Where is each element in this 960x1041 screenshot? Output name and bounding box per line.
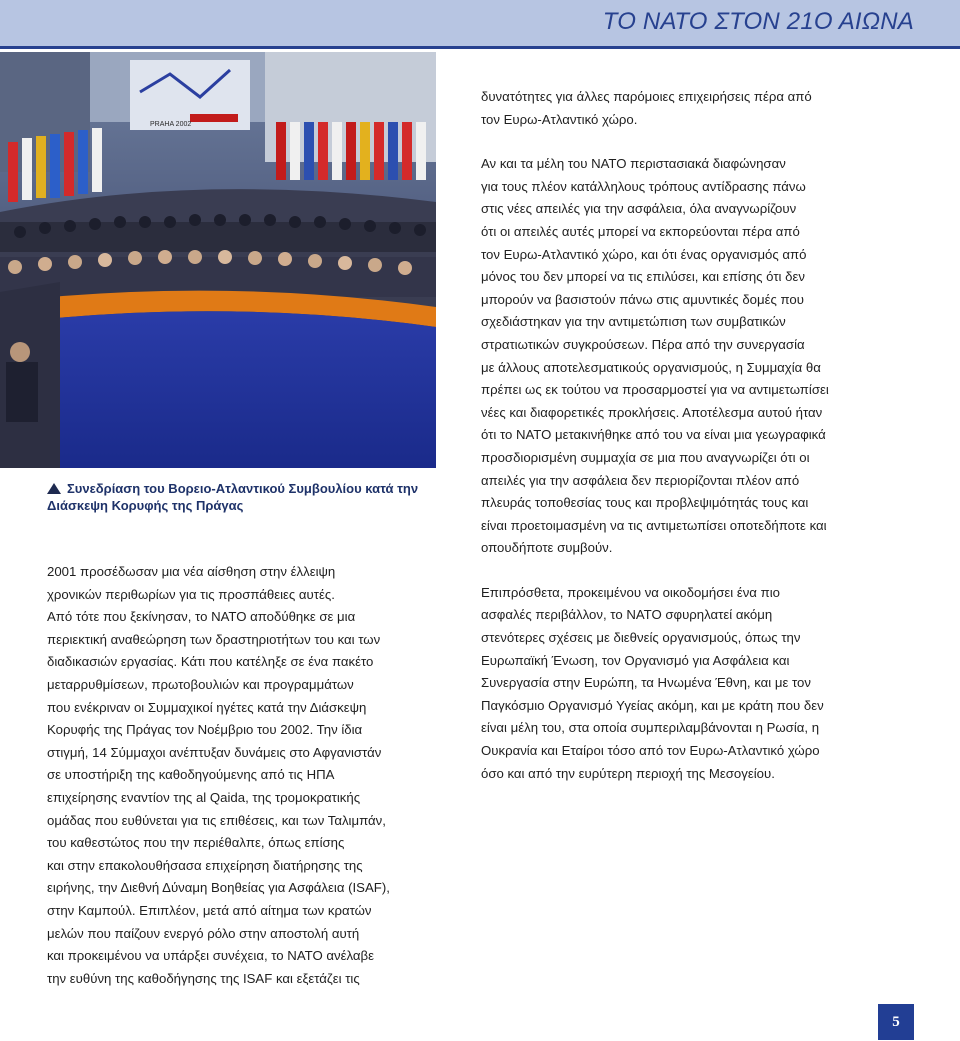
right-paragraph-2: Αν και τα μέλη του ΝΑΤΟ περιστασιακά διαφώνησαν για τους πλέον κατάλληλους τρόπους αντίδρασης πάνω στις νέες απειλές για την ασφάλεια, όλα αναγνωρίζουν ότι οι απειλές αυτές μπορεί να εκπορεύονται πέρα από τον Ευρω-Ατλαντικό χώρο, και ότι ένας οργανισμός από μόνος του δεν μπορεί να τις επιλύσει, και επίσης ότι δεν μπορούν να βασιστούν πάνω στις αμυντικές δομές που σχεδιάστηκαν για την αντιμετώπιση των συμβατικών στρατιωτικών συγκρούσεων. Πέρα από την συνεργασία με άλλους αποτελεσματικούς οργανισμούς, η Συμμαχία θα πρέπει ως εκ τούτου να προσαρμοστεί για να αντιμετωπίσει νέες και διαφορετικές προκλήσεις. Αποτέλεσμα αυτού ήταν ότι το ΝΑΤΟ μετακινήθηκε από του να είναι μια γεωγραφικά προσδιορισμένη συμμαχία σε μια που αναγνωρίζει ότι οι απειλές για την ασφάλεια δεν περιορίζονται πλέον από πλευράς τοποθεσίας τους και προβλεψιμότητάς τους και είναι προετοιμασμένη να τις αντιμετωπίσει οποτεδήποτε και οπουδήποτε συμβούν.: [481, 156, 829, 556]
right-text-column: [481, 86, 893, 785]
photo-caption: [47, 480, 442, 514]
caption-triangle-icon: [47, 483, 61, 494]
page-number-badge: 5: [878, 1004, 914, 1040]
left-paragraph: 2001 προσέδωσαν μια νέα αίσθηση στην έλλειψη χρονικών περιθωρίων για τις προσπάθειες αυτές. Από τότε που ξεκίνησαν, το ΝΑΤΟ αποδύθηκε σε μια περιεκτική αναθεώρηση των δραστηριοτήτων του και των διαδικασιών εργασίας. Κάτι που κατέληξε σε ένα πακέτο μεταρρυθμίσεων, πρωτοβουλιών και προγραμμάτων που ενέκριναν οι Συμμαχικοί ηγέτες κατά την Διάσκεψη Κορυφής της Πράγας τον Νοέμβριο του 2002. Την ίδια στιγμή, 14 Σύμμαχοι ανέπτυξαν δυνάμεις στο Αφγανιστάν σε υποστήριξη της καθοδηγούμενης από τις ΗΠΑ επιχείρησης εναντίον της al Qaida, της τρομοκρατικής ομάδας που ευθύνεται για τις επιθέσεις, και των Ταλιμπάν, του καθεστώτος που την περιέθαλπε, όπως επίσης και στην επακολουθήσασα επιχείρηση διατήρησης της ειρήνης, την Διεθνή Δύναμη Βοηθείας για Ασφάλεια (ISAF), στην Καμπούλ. Επιπλέον, μετά από αίτημα των κρατών μελών που παίζουν ενεργό ρόλο στην αποστολή αυτή και προκειμένου να υπάρξει συνέχεια, το ΝΑΤΟ ανέλαβε την ευθύνη της καθοδήγησης της ISAF και εξετάζει τις: [47, 564, 390, 986]
left-text-column: [47, 561, 442, 990]
photo-caption-text: Συνεδρίαση του Βορειο-Ατλαντικού Συμβουλίου κατά την Διάσκεψη Κορυφής της Πράγας: [47, 481, 419, 513]
right-paragraph-1: δυνατότητες για άλλες παρόμοιες επιχειρήσεις πέρα από τον Ευρω-Ατλαντικό χώρο.: [481, 89, 812, 127]
running-header-title: ΤΟ ΝΑΤΟ ΣΤΟΝ 21Ο ΑΙΩΝΑ: [602, 8, 914, 35]
summit-photo: [0, 52, 436, 468]
header-band: [0, 0, 960, 49]
right-paragraph-3: Επιπρόσθετα, προκειμένου να οικοδομήσει ένα πιο ασφαλές περιβάλλον, το ΝΑΤΟ σφυρηλατεί ακόμη στενότερες σχέσεις με διεθνείς οργανισμούς, όπως την Ευρωπαϊκή Ένωση, τον Οργανισμό για Ασφάλεια και Συνεργασία στην Ευρώπη, τα Ηνωμένα Έθνη, και με τον Παγκόσμιο Οργανισμό Υγείας ακόμη, και με κράτη που δεν είναι μέλη του, στα οποία συμπεριλαμβάνονται η Ρωσία, η Ουκρανία και Εταίροι τόσο από τον Ευρω-Ατλαντικό χώρο όσο και από την ευρύτερη περιοχή της Μεσογείου.: [481, 584, 824, 781]
summit-photo-illustration: [0, 52, 436, 468]
praha-banner-text: PRAHA 2002: [150, 121, 192, 128]
